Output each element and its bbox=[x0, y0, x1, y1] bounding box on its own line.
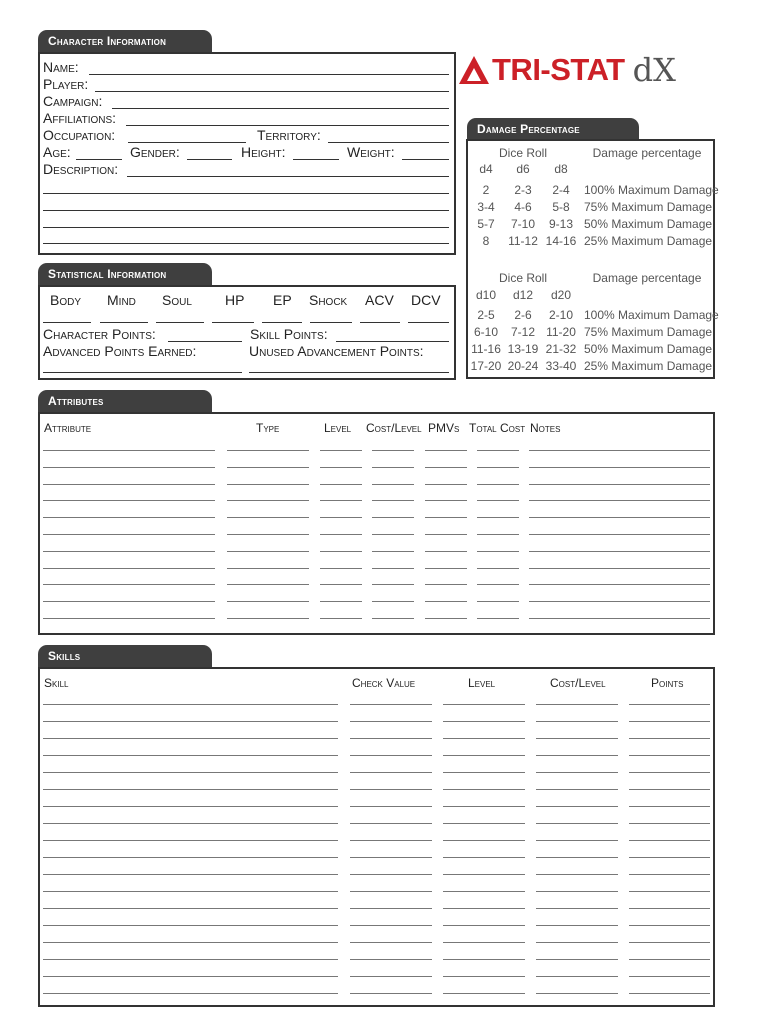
entry-line[interactable] bbox=[43, 789, 338, 790]
entry-line[interactable] bbox=[372, 584, 414, 585]
entry-line[interactable] bbox=[227, 484, 309, 485]
dmg-cell: 2-10 bbox=[548, 308, 574, 322]
dmg-cell: 3-4 bbox=[477, 200, 495, 214]
dmg-pct: 50% Maximum Damage bbox=[584, 342, 713, 356]
entry-line[interactable] bbox=[629, 823, 710, 824]
stat-hp-field[interactable] bbox=[212, 322, 254, 323]
entry-line[interactable] bbox=[43, 755, 338, 756]
entry-line[interactable] bbox=[629, 755, 710, 756]
entry-line[interactable] bbox=[477, 551, 519, 552]
entry-line[interactable] bbox=[372, 500, 414, 501]
entry-line[interactable] bbox=[43, 450, 215, 451]
attributes-col-pmvs: PMVs bbox=[428, 421, 460, 435]
entry-line[interactable] bbox=[443, 823, 525, 824]
stat-mind-label: Mind bbox=[107, 292, 136, 308]
skills-header: Skills bbox=[38, 645, 212, 667]
entry-line[interactable] bbox=[227, 601, 309, 602]
stat-acv-field[interactable] bbox=[360, 322, 400, 323]
entry-line[interactable] bbox=[529, 517, 710, 518]
entry-line[interactable] bbox=[43, 500, 215, 501]
dmg-cell: 7-12 bbox=[510, 325, 536, 339]
entry-line[interactable] bbox=[350, 806, 432, 807]
dice-roll-header: Dice Roll bbox=[498, 271, 547, 285]
entry-line[interactable] bbox=[425, 467, 467, 468]
attributes-col-type: Type bbox=[256, 421, 280, 435]
entry-line[interactable] bbox=[43, 534, 215, 535]
entry-line[interactable] bbox=[443, 755, 525, 756]
entry-line[interactable] bbox=[443, 959, 525, 960]
skills-col-cost-level: Cost/Level bbox=[550, 676, 606, 690]
character-points-field[interactable] bbox=[168, 341, 242, 342]
dmg-cell: 9-13 bbox=[548, 217, 574, 231]
entry-line[interactable] bbox=[227, 584, 309, 585]
damage-percentage-col-header: Damage percentage bbox=[592, 146, 702, 160]
entry-line[interactable] bbox=[477, 601, 519, 602]
entry-line[interactable] bbox=[536, 772, 618, 773]
dice-d6: d6 bbox=[516, 162, 530, 176]
entry-line[interactable] bbox=[350, 857, 432, 858]
character-information-header: Character Information bbox=[38, 30, 212, 52]
dmg-cell: 17-20 bbox=[470, 359, 502, 373]
entry-line[interactable] bbox=[350, 772, 432, 773]
entry-line[interactable] bbox=[43, 942, 338, 943]
description-line[interactable] bbox=[43, 227, 449, 228]
statistical-information-header: Statistical Information bbox=[38, 263, 212, 285]
affiliations-field[interactable] bbox=[126, 125, 449, 126]
entry-line[interactable] bbox=[43, 976, 338, 977]
entry-line[interactable] bbox=[43, 721, 338, 722]
dmg-pct: 75% Maximum Damage bbox=[584, 325, 713, 339]
attributes-col-cost-level: Cost/Level bbox=[366, 421, 422, 435]
entry-line[interactable] bbox=[529, 467, 710, 468]
damage-percentage-col-header: Damage percentage bbox=[592, 271, 702, 285]
territory-field[interactable] bbox=[328, 142, 449, 143]
skills-col-check-value: Check Value bbox=[352, 676, 416, 690]
entry-line[interactable] bbox=[529, 450, 710, 451]
occupation-field[interactable] bbox=[128, 142, 246, 143]
entry-line[interactable] bbox=[320, 450, 362, 451]
entry-line[interactable] bbox=[350, 959, 432, 960]
dmg-cell: 2-3 bbox=[514, 183, 532, 197]
entry-line[interactable] bbox=[629, 772, 710, 773]
skill-points-label: Skill Points: bbox=[250, 326, 328, 342]
dmg-cell: 20-24 bbox=[507, 359, 539, 373]
dmg-cell: 8 bbox=[482, 234, 490, 248]
entry-line[interactable] bbox=[320, 500, 362, 501]
name-label: Name: bbox=[43, 59, 79, 75]
entry-line[interactable] bbox=[227, 551, 309, 552]
entry-line[interactable] bbox=[43, 772, 338, 773]
stat-mind-field[interactable] bbox=[100, 322, 148, 323]
entry-line[interactable] bbox=[372, 551, 414, 552]
entry-line[interactable] bbox=[227, 534, 309, 535]
attributes-col-total-cost: Total Cost bbox=[469, 421, 526, 435]
stat-ep-label: EP bbox=[273, 292, 292, 308]
entry-line[interactable] bbox=[477, 467, 519, 468]
entry-line[interactable] bbox=[536, 976, 618, 977]
entry-line[interactable] bbox=[443, 908, 525, 909]
entry-line[interactable] bbox=[43, 959, 338, 960]
entry-line[interactable] bbox=[629, 806, 710, 807]
entry-line[interactable] bbox=[536, 721, 618, 722]
entry-line[interactable] bbox=[443, 976, 525, 977]
description-field[interactable] bbox=[127, 176, 449, 177]
entry-line[interactable] bbox=[350, 823, 432, 824]
entry-line[interactable] bbox=[43, 993, 338, 994]
stat-soul-label: Soul bbox=[162, 292, 192, 308]
dmg-cell: 13-19 bbox=[507, 342, 539, 356]
advanced-points-label: Advanced Points Earned: bbox=[43, 343, 197, 359]
entry-line[interactable] bbox=[536, 755, 618, 756]
entry-line[interactable] bbox=[443, 772, 525, 773]
dmg-pct: 75% Maximum Damage bbox=[584, 200, 713, 214]
skills-col-level: Level bbox=[468, 676, 496, 690]
attributes-col-level: Level bbox=[324, 421, 352, 435]
stat-acv-label: ACV bbox=[365, 292, 394, 308]
entry-line[interactable] bbox=[425, 500, 467, 501]
entry-line[interactable] bbox=[320, 467, 362, 468]
campaign-label: Campaign: bbox=[43, 93, 103, 109]
entry-line[interactable] bbox=[425, 484, 467, 485]
entry-line[interactable] bbox=[536, 704, 618, 705]
dmg-cell: 6-10 bbox=[473, 325, 499, 339]
weight-field[interactable] bbox=[402, 159, 449, 160]
entry-line[interactable] bbox=[425, 601, 467, 602]
stat-hp-label: HP bbox=[225, 292, 245, 308]
skills-col-skill: Skill bbox=[44, 676, 69, 690]
entry-line[interactable] bbox=[536, 925, 618, 926]
entry-line[interactable] bbox=[529, 568, 710, 569]
stat-dcv-label: DCV bbox=[411, 292, 441, 308]
entry-line[interactable] bbox=[536, 738, 618, 739]
entry-line[interactable] bbox=[477, 534, 519, 535]
entry-line[interactable] bbox=[43, 618, 215, 619]
entry-line[interactable] bbox=[320, 484, 362, 485]
character-points-label: Character Points: bbox=[43, 326, 156, 342]
entry-line[interactable] bbox=[372, 534, 414, 535]
entry-line[interactable] bbox=[629, 942, 710, 943]
entry-line[interactable] bbox=[477, 584, 519, 585]
entry-line[interactable] bbox=[320, 584, 362, 585]
entry-line[interactable] bbox=[227, 517, 309, 518]
stat-ep-field[interactable] bbox=[262, 322, 302, 323]
entry-line[interactable] bbox=[43, 908, 338, 909]
stat-shock-label: Shock bbox=[309, 292, 348, 308]
dice-roll-header: Dice Roll bbox=[498, 146, 547, 160]
triangle-logo-icon bbox=[458, 55, 490, 85]
logo-suffix: dX bbox=[632, 51, 676, 89]
unused-points-label: Unused Advancement Points: bbox=[249, 343, 424, 359]
entry-line[interactable] bbox=[43, 806, 338, 807]
entry-line[interactable] bbox=[529, 534, 710, 535]
entry-line[interactable] bbox=[529, 484, 710, 485]
dmg-cell: 14-16 bbox=[545, 234, 577, 248]
dmg-cell: 2-5 bbox=[477, 308, 495, 322]
entry-line[interactable] bbox=[320, 601, 362, 602]
entry-line[interactable] bbox=[43, 517, 215, 518]
entry-line[interactable] bbox=[320, 517, 362, 518]
entry-line[interactable] bbox=[372, 450, 414, 451]
stat-body-label: Body bbox=[50, 292, 82, 308]
entry-line[interactable] bbox=[320, 534, 362, 535]
entry-line[interactable] bbox=[350, 908, 432, 909]
dmg-cell: 2-4 bbox=[552, 183, 570, 197]
entry-line[interactable] bbox=[477, 484, 519, 485]
name-field[interactable] bbox=[89, 74, 449, 75]
entry-line[interactable] bbox=[629, 738, 710, 739]
entry-line[interactable] bbox=[350, 840, 432, 841]
attributes-col-attribute: Attribute bbox=[44, 421, 92, 435]
entry-line[interactable] bbox=[350, 704, 432, 705]
dmg-cell: 2 bbox=[482, 183, 490, 197]
entry-line[interactable] bbox=[529, 500, 710, 501]
campaign-field[interactable] bbox=[112, 108, 449, 109]
entry-line[interactable] bbox=[629, 840, 710, 841]
entry-line[interactable] bbox=[629, 891, 710, 892]
entry-line[interactable] bbox=[536, 789, 618, 790]
entry-line[interactable] bbox=[536, 857, 618, 858]
entry-line[interactable] bbox=[536, 908, 618, 909]
entry-line[interactable] bbox=[629, 908, 710, 909]
description-line[interactable] bbox=[43, 193, 449, 194]
dice-d10: d10 bbox=[475, 288, 497, 302]
description-line[interactable] bbox=[43, 210, 449, 211]
dmg-cell: 4-6 bbox=[514, 200, 532, 214]
dice-d8: d8 bbox=[554, 162, 568, 176]
entry-line[interactable] bbox=[372, 517, 414, 518]
height-label: Height: bbox=[241, 144, 286, 160]
entry-line[interactable] bbox=[350, 874, 432, 875]
entry-line[interactable] bbox=[477, 450, 519, 451]
dice-d20: d20 bbox=[550, 288, 572, 302]
dmg-cell: 2-6 bbox=[514, 308, 532, 322]
entry-line[interactable] bbox=[629, 976, 710, 977]
entry-line[interactable] bbox=[529, 601, 710, 602]
entry-line[interactable] bbox=[443, 891, 525, 892]
entry-line[interactable] bbox=[536, 874, 618, 875]
entry-line[interactable] bbox=[529, 551, 710, 552]
entry-line[interactable] bbox=[43, 891, 338, 892]
entry-line[interactable] bbox=[43, 568, 215, 569]
entry-line[interactable] bbox=[43, 601, 215, 602]
stat-dcv-field[interactable] bbox=[408, 322, 449, 323]
entry-line[interactable] bbox=[43, 925, 338, 926]
entry-line[interactable] bbox=[425, 551, 467, 552]
entry-line[interactable] bbox=[536, 993, 618, 994]
entry-line[interactable] bbox=[350, 789, 432, 790]
entry-line[interactable] bbox=[425, 568, 467, 569]
entry-line[interactable] bbox=[477, 517, 519, 518]
dmg-cell: 5-7 bbox=[477, 217, 495, 231]
entry-line[interactable] bbox=[629, 959, 710, 960]
entry-line[interactable] bbox=[443, 857, 525, 858]
entry-line[interactable] bbox=[227, 500, 309, 501]
territory-label: Territory: bbox=[257, 127, 321, 143]
entry-line[interactable] bbox=[425, 534, 467, 535]
dmg-cell: 7-10 bbox=[510, 217, 536, 231]
dice-d4: d4 bbox=[479, 162, 493, 176]
entry-line[interactable] bbox=[425, 450, 467, 451]
entry-line[interactable] bbox=[536, 891, 618, 892]
attributes-col-notes: Notes bbox=[530, 421, 561, 435]
entry-line[interactable] bbox=[350, 721, 432, 722]
dmg-pct: 100% Maximum Damage bbox=[584, 183, 719, 197]
entry-line[interactable] bbox=[227, 450, 309, 451]
entry-line[interactable] bbox=[536, 959, 618, 960]
entry-line[interactable] bbox=[350, 976, 432, 977]
entry-line[interactable] bbox=[443, 993, 525, 994]
entry-line[interactable] bbox=[43, 857, 338, 858]
dmg-pct: 25% Maximum Damage bbox=[584, 234, 713, 248]
entry-line[interactable] bbox=[372, 568, 414, 569]
entry-line[interactable] bbox=[443, 925, 525, 926]
damage-percentage-header: Damage Percentage bbox=[467, 118, 639, 140]
entry-line[interactable] bbox=[43, 823, 338, 824]
entry-line[interactable] bbox=[320, 618, 362, 619]
entry-line[interactable] bbox=[43, 551, 215, 552]
entry-line[interactable] bbox=[425, 584, 467, 585]
entry-line[interactable] bbox=[372, 601, 414, 602]
affiliations-label: Affiliations: bbox=[43, 110, 117, 126]
entry-line[interactable] bbox=[629, 704, 710, 705]
entry-line[interactable] bbox=[443, 840, 525, 841]
player-field[interactable] bbox=[95, 91, 449, 92]
entry-line[interactable] bbox=[372, 467, 414, 468]
entry-line[interactable] bbox=[443, 942, 525, 943]
entry-line[interactable] bbox=[350, 891, 432, 892]
entry-line[interactable] bbox=[43, 704, 338, 705]
entry-line[interactable] bbox=[529, 584, 710, 585]
dmg-cell: 33-40 bbox=[545, 359, 577, 373]
entry-line[interactable] bbox=[629, 857, 710, 858]
entry-line[interactable] bbox=[43, 484, 215, 485]
entry-line[interactable] bbox=[227, 568, 309, 569]
gender-field[interactable] bbox=[187, 159, 232, 160]
entry-line[interactable] bbox=[320, 568, 362, 569]
dmg-cell: 11-16 bbox=[471, 342, 501, 356]
entry-line[interactable] bbox=[629, 993, 710, 994]
dmg-cell: 11-20 bbox=[546, 325, 576, 339]
entry-line[interactable] bbox=[350, 942, 432, 943]
entry-line[interactable] bbox=[629, 721, 710, 722]
entry-line[interactable] bbox=[227, 618, 309, 619]
description-label: Description: bbox=[43, 161, 119, 177]
entry-line[interactable] bbox=[477, 568, 519, 569]
entry-line[interactable] bbox=[43, 584, 215, 585]
entry-line[interactable] bbox=[629, 925, 710, 926]
height-field[interactable] bbox=[293, 159, 339, 160]
attributes-header: Attributes bbox=[38, 390, 212, 412]
entry-line[interactable] bbox=[529, 618, 710, 619]
entry-line[interactable] bbox=[443, 789, 525, 790]
dmg-cell: 21-32 bbox=[545, 342, 577, 356]
entry-line[interactable] bbox=[227, 467, 309, 468]
entry-line[interactable] bbox=[536, 823, 618, 824]
dmg-pct: 100% Maximum Damage bbox=[584, 308, 719, 322]
gender-label: Gender: bbox=[130, 144, 180, 160]
entry-line[interactable] bbox=[629, 789, 710, 790]
entry-line[interactable] bbox=[443, 874, 525, 875]
entry-line[interactable] bbox=[372, 618, 414, 619]
dmg-pct: 25% Maximum Damage bbox=[584, 359, 713, 373]
entry-line[interactable] bbox=[425, 618, 467, 619]
entry-line[interactable] bbox=[536, 806, 618, 807]
description-line[interactable] bbox=[43, 243, 449, 244]
entry-line[interactable] bbox=[43, 738, 338, 739]
entry-line[interactable] bbox=[629, 874, 710, 875]
entry-line[interactable] bbox=[43, 874, 338, 875]
skill-points-field[interactable] bbox=[336, 341, 449, 342]
dice-d12: d12 bbox=[512, 288, 534, 302]
tri-stat-logo bbox=[458, 50, 676, 90]
entry-line[interactable] bbox=[425, 517, 467, 518]
stat-soul-field[interactable] bbox=[156, 322, 204, 323]
entry-line[interactable] bbox=[443, 738, 525, 739]
weight-label: Weight: bbox=[347, 144, 395, 160]
entry-line[interactable] bbox=[43, 467, 215, 468]
stat-shock-field[interactable] bbox=[310, 322, 352, 323]
entry-line[interactable] bbox=[43, 840, 338, 841]
occupation-label: Occupation: bbox=[43, 127, 116, 143]
entry-line[interactable] bbox=[443, 806, 525, 807]
player-label: Player: bbox=[43, 76, 89, 92]
skills-panel bbox=[38, 667, 715, 1007]
dmg-cell: 5-8 bbox=[552, 200, 570, 214]
entry-line[interactable] bbox=[443, 704, 525, 705]
entry-line[interactable] bbox=[372, 484, 414, 485]
entry-line[interactable] bbox=[350, 925, 432, 926]
entry-line[interactable] bbox=[350, 755, 432, 756]
stat-body-field[interactable] bbox=[43, 322, 91, 323]
entry-line[interactable] bbox=[536, 942, 618, 943]
skills-col-points: Points bbox=[651, 676, 684, 690]
entry-line[interactable] bbox=[350, 993, 432, 994]
unused-points-field[interactable] bbox=[249, 372, 449, 373]
entry-line[interactable] bbox=[350, 738, 432, 739]
advanced-points-field[interactable] bbox=[43, 372, 242, 373]
age-label: Age: bbox=[43, 144, 71, 160]
dmg-pct: 50% Maximum Damage bbox=[584, 217, 713, 231]
entry-line[interactable] bbox=[477, 500, 519, 501]
entry-line[interactable] bbox=[536, 840, 618, 841]
entry-line[interactable] bbox=[320, 551, 362, 552]
entry-line[interactable] bbox=[477, 618, 519, 619]
entry-line[interactable] bbox=[443, 721, 525, 722]
logo-wordmark: TRI-STAT bbox=[492, 52, 625, 87]
age-field[interactable] bbox=[76, 159, 122, 160]
dmg-cell: 11-12 bbox=[508, 234, 538, 248]
